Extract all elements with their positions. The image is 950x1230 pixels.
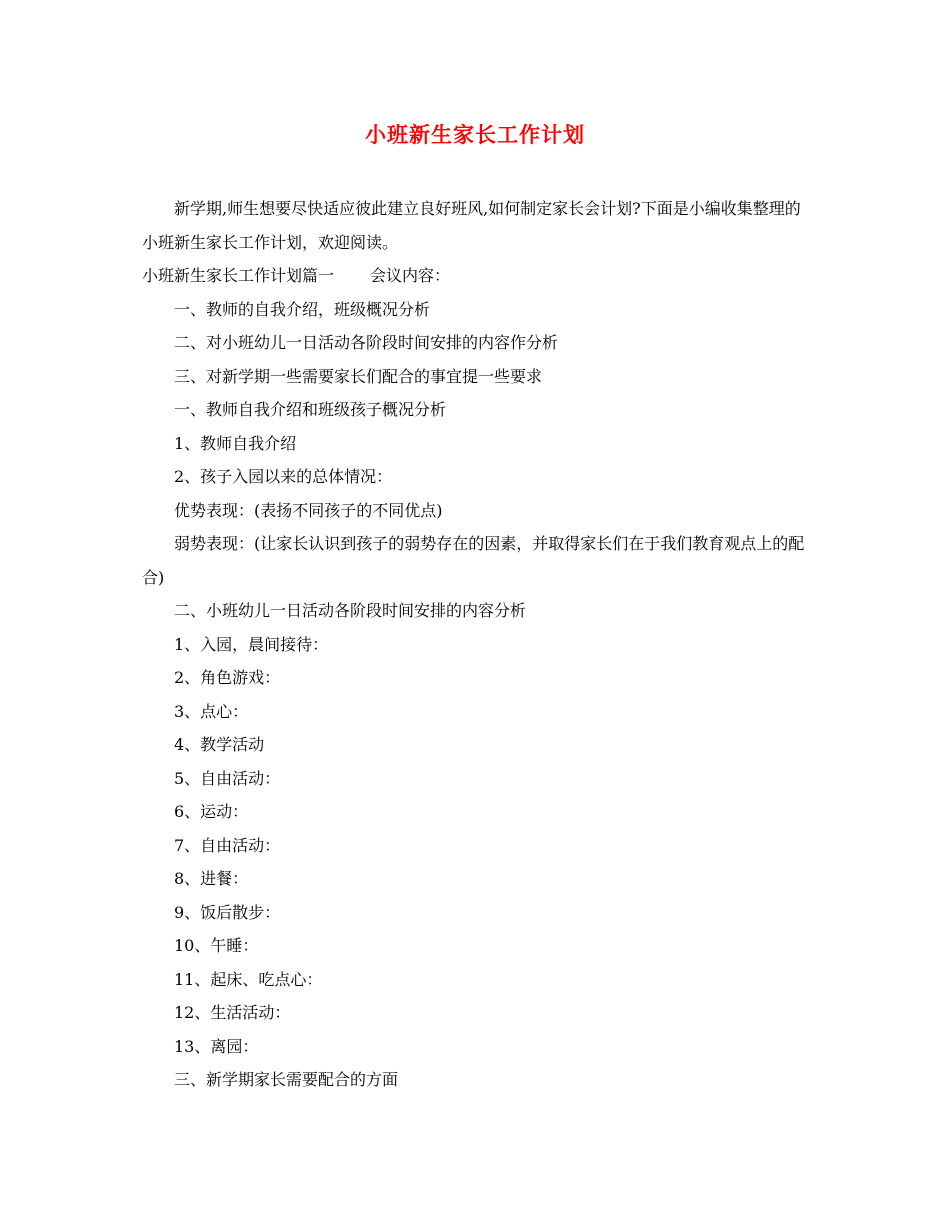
body-line: 二、小班幼儿一日活动各阶段时间安排的内容分析 [174, 601, 527, 620]
body-line: 11、起床、吃点心： [174, 969, 323, 989]
body-line: 一、教师自我介绍和班级孩子概况分析 [174, 400, 447, 419]
body-line: 5、自由活动： [174, 768, 281, 788]
body-line: 1、教师自我介绍 [174, 433, 297, 453]
body-line: 9、饭后散步： [174, 902, 281, 922]
body-line: 13、离园： [174, 1036, 259, 1056]
body-line: 4、教学活动 [174, 735, 265, 754]
document-body [142, 192, 812, 1097]
body-line: 一、教师的自我介绍，班级概况分析 [174, 299, 431, 319]
body-line: 12、生活活动： [174, 1003, 291, 1022]
section-heading-line [142, 259, 812, 293]
body-line: 三、新学期家长需要配合的方面 [174, 1070, 399, 1089]
body-line: 7、自由活动： [174, 835, 281, 855]
intro-paragraph: 新学期,师生想要尽快适应彼此建立良好班风,如何制定家长会计划?下面是小编收集整理的小班新生家长工作计划，欢迎阅读。 [142, 199, 801, 252]
body-line: 二、对小班幼儿一日活动各阶段时间安排的内容作分析 [174, 333, 559, 352]
body-line: 2、角色游戏： [174, 668, 281, 687]
body-line: 10、午睡： [174, 936, 259, 955]
body-line: 6、运动： [174, 802, 249, 821]
body-line: 优势表现：(表扬不同孩子的不同优点) [174, 500, 443, 520]
meeting-content-label: 会议内容： [370, 266, 451, 285]
body-line: 三、对新学期一些需要家长们配合的事宜提一些要求 [174, 366, 543, 386]
weakness-paragraph: 弱势表现：(让家长认识到孩子的弱势存在的因素，并取得家长们在于我们教育观点上的配合) [142, 534, 805, 587]
body-line: 2、孩子入园以来的总体情况： [174, 467, 393, 486]
section-heading: 小班新生家长工作计划篇一 [142, 266, 335, 285]
body-line: 8、进餐： [174, 869, 249, 888]
body-line: 1、入园，晨间接待： [174, 634, 329, 654]
body-line: 3、点心： [174, 701, 249, 721]
document-title: 小班新生家长工作计划 [365, 122, 585, 147]
